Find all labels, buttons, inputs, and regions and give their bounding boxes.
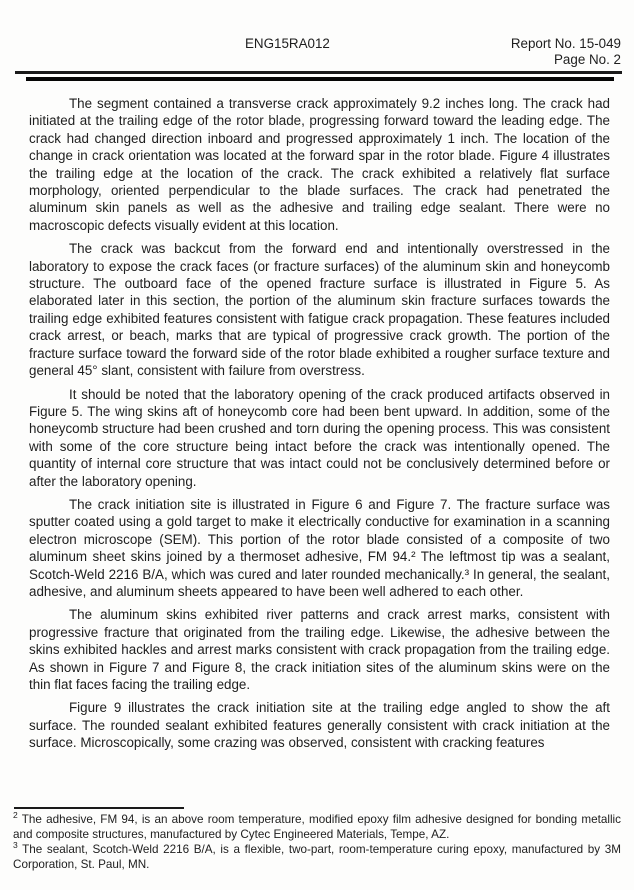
footnotes-block [13, 812, 621, 872]
document-code: ENG15RA012 [245, 36, 330, 51]
footnote-adhesive [13, 812, 621, 842]
paragraph-crack-description: The segment contained a transverse crack approximately 9.2 inches long. The crack had initiated at the trailing edge of the rotor blade, progressing forward toward the leading edge. The crack had changed direction inboard and progressed approximately 1 inch. The location of the change in crack orientation was located at the forward spar in the rotor blade. Figure 4 illustrates the trailing edge at the location of the crack. The crack exhibited a relatively flat surface morphology, oriented perpendicular to the blade surfaces. The crack had penetrated the aluminum skin panels as well as the adhesive and trailing edge sealant. There were no macroscopic defects visually evident at this location. [29, 96, 610, 233]
footnote-sealant [13, 842, 621, 872]
footnote-sealant-text: The sealant, Scotch-Weld 2216 B/A, is a flexible, two-part, room-temperature curing epoxy, manufactured by 3M Corporation, St. Paul, MN. [13, 843, 621, 872]
paragraph-figure9: Figure 9 illustrates the crack initiation site at the trailing edge angled to show the aft surface. The rounded sealant exhibited features generally consistent with crack initiation at the surface. Microscopically, some crazing was observed, consistent with cracking features [29, 700, 610, 751]
body-text [29, 95, 610, 758]
footnote-sealant-marker: 3 [13, 840, 18, 851]
paragraph-lab-artifacts: It should be noted that the laboratory opening of the crack produced artifacts observed in Figure 5. The wing skins aft of honeycomb core had been bent upward. In addition, some of the honeycomb structure had been crushed and torn during the opening process. This was consistent with some of the core structure being intact before the crack was intentionally opened. The quantity of internal core structure that was intact could not be conclusively determined before or after the laboratory opening. [29, 386, 610, 489]
report-number: Report No. 15-049 [510, 36, 621, 51]
footnote-separator [14, 807, 184, 809]
paragraph-river-patterns: The aluminum skins exhibited river patterns and crack arrest marks, consistent with progressive fracture that originated from the trailing edge. Likewise, the adhesive between the skins exhibited hackles and arrest marks consistent with crack propagation from the trailing edge. As shown in Figure 7 and Figure 8, the crack initiation sites of the aluminum skins were on the thin flat faces facing the trailing edge. [29, 607, 610, 692]
paragraph-backcut-lab: The crack was backcut from the forward end and intentionally overstressed in the laboratory to expose the crack faces (or fracture surfaces) of the aluminum skin and honeycomb structure. The outboard face of the opened fracture surface is illustrated in Figure 5. As elaborated later in this section, the portion of the aluminum skin fracture surfaces towards the trailing edge exhibited features consistent with fatigue crack propagation. These features included crack arrest, or beach, marks that are typical of progressive crack growth. The portion of the fracture surface toward the forward side of the rotor blade exhibited a rougher surface texture and general 45° slant, consistent with failure from overstress. [29, 241, 610, 379]
paragraph-initiation-site: The crack initiation site is illustrated in Figure 6 and Figure 7. The fracture surface was sputter coated using a gold target to make it electrically conductive for examination in a scanning electron microscope (SEM). This portion of the rotor blade consisted of a composite of two aluminum sheet skins joined by a thermoset adhesive, FM 94.² The leftmost tip was a sealant, Scotch-Weld 2216 B/A, which was cured and later rounded mechanically.³ In general, the sealant, adhesive, and aluminum sheets appeared to have been well adhered to each other. [29, 496, 610, 599]
footnote-adhesive-marker: 2 [13, 810, 18, 821]
header-rule-bottom [26, 77, 614, 81]
header-right-block [511, 36, 621, 68]
page-number: Page No. 2 [554, 52, 621, 67]
footnote-adhesive-text: The adhesive, FM 94, is an above room temperature, modified epoxy film adhesive designed for bonding metallic and composite structures, manufactured by Cytec Engineered Materials, Tempe, AZ. [13, 813, 621, 842]
header-rule-top [15, 71, 622, 74]
